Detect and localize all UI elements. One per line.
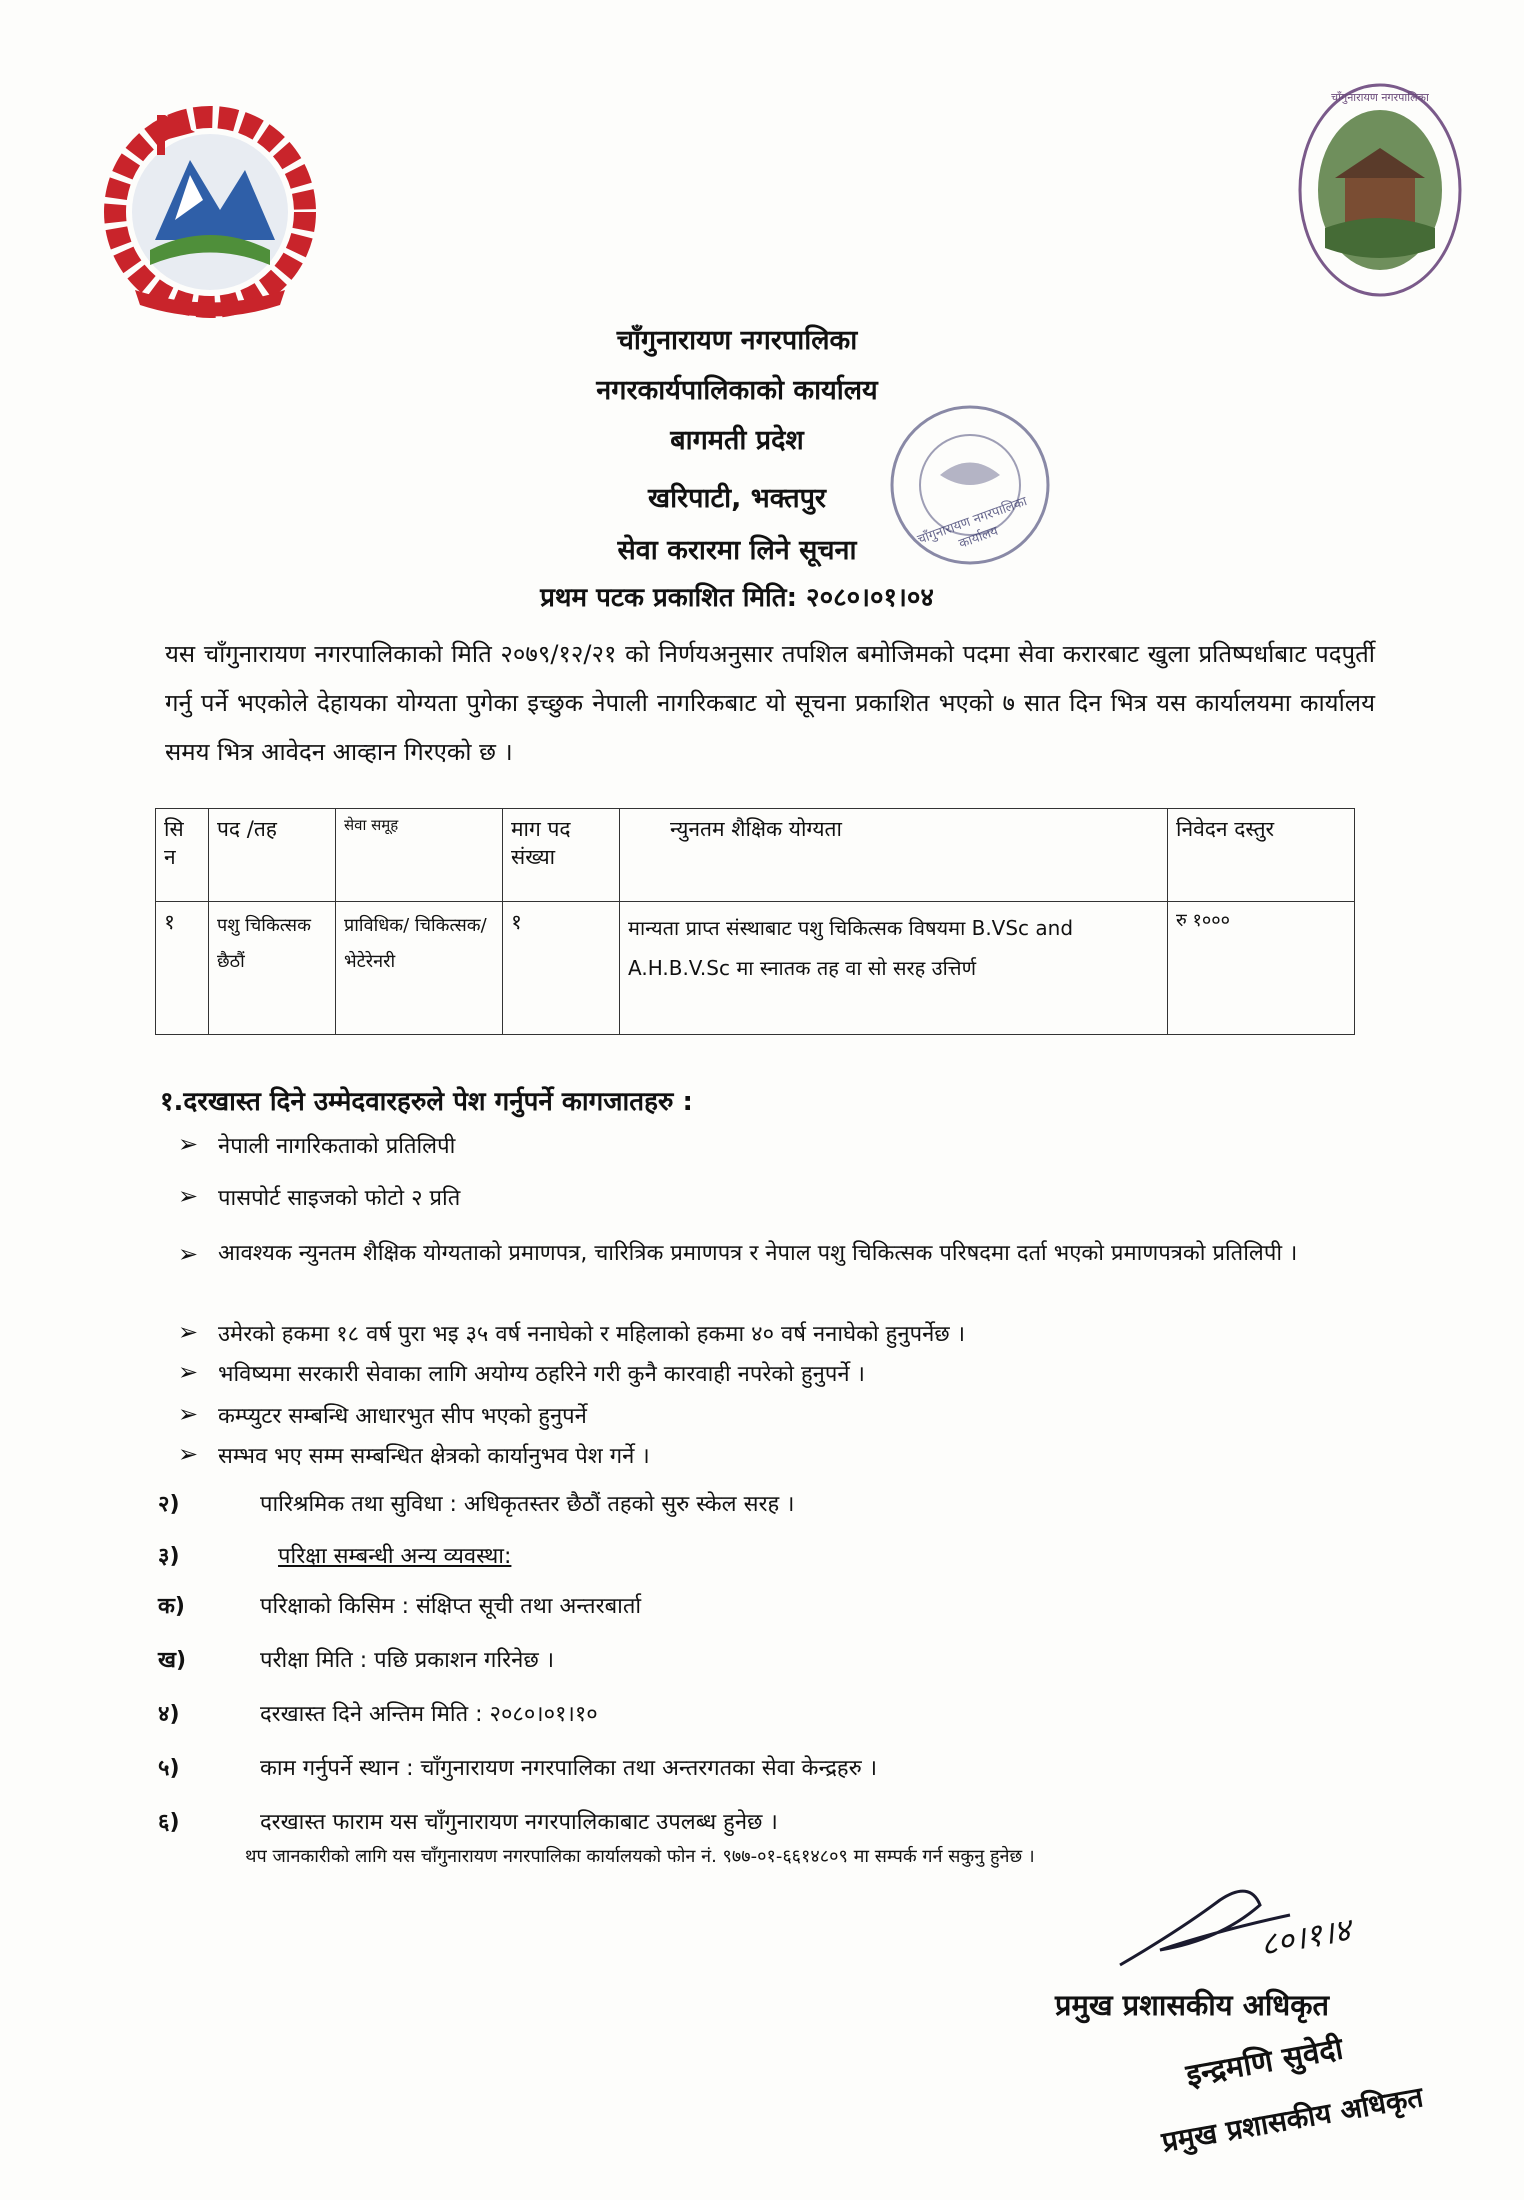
nepal-emblem-logo <box>95 100 325 325</box>
cell-service: प्राविधिक/ चिकित्सक/ भेटेरेनरी <box>336 902 503 1035</box>
list-item: ➢ नेपाली नागरिकताको प्रतिलिपी <box>178 1130 456 1159</box>
footer-note: थप जानकारीको लागि यस चाँगुनारायण नगरपालिका कार्यालयको फोन नं. ९७७-०१-६६१४८०९ मा सम्पर्क गर्न सकुनु हुनेछ । <box>245 1846 1035 1867</box>
intro-paragraph: यस चाँगुनारायण नगरपालिकाको मिति २०७९/१२/२१ को निर्णयअनुसार तपशिल बमोजिमको पदमा सेवा करारबाट खुला प्रतिष्पर्धाबाट पदपुर्ती गर्नु पर्ने भएकोले देहायका योग्यता पुगेका इच्छुक नेपाली नागरिकबाट यो सूचना प्रकाशित भएको ७ सात दिन भित्र यस कार्यालयमा कार्यालय समय भित्र आवेदन आव्हान गिरएको छ । <box>165 640 1375 766</box>
col-service: सेवा समूह <box>336 809 503 902</box>
office-stamp-text: चाँगुनारायण नगरपालिका कार्यालय <box>915 494 1030 552</box>
cell-serial: १ <box>156 902 209 1035</box>
signature-date: ८०।१।४ <box>1257 1910 1354 1964</box>
list-item: ➢ कम्प्युटर सम्बन्धि आधारभुत सीप भएको हुनुपर्ने <box>178 1400 587 1429</box>
seal-caption: चाँगुनारायण नगरपालिका <box>1331 91 1429 104</box>
stamp-title: प्रमुख प्रशासकीय अधिकृत <box>1159 2080 1426 2159</box>
arrow-icon: ➢ <box>178 1130 199 1158</box>
col-demand: माग पद संख्या <box>503 809 620 902</box>
section1-title: १.दरखास्त दिने उम्मेदवारहरुले पेश गर्नुपर्ने कागजातहरु : <box>160 1087 693 1117</box>
arrow-icon: ➢ <box>178 1240 199 1268</box>
col-qualification: न्युनतम शैक्षिक योग्यता <box>620 809 1168 902</box>
table-row <box>156 902 1355 1035</box>
list-item: ➢ भविष्यमा सरकारी सेवाका लागि अयोग्य ठहरिने गरी कुनै कारवाही नपरेको हुनुपर्ने । <box>178 1358 865 1387</box>
municipality-seal-logo <box>1295 78 1465 303</box>
cell-post: पशु चिकित्सक छैठौं <box>209 902 336 1035</box>
list-item: ➢ सम्भव भए सम्म सम्बन्धित क्षेत्रको कार्यानुभव पेश गर्ने । <box>178 1440 650 1469</box>
publish-date: प्रथम पटक प्रकाशित मिति: २०८०।०१।०४ <box>540 583 934 613</box>
list-item: ➢ आवश्यक न्युनतम शैक्षिक योग्यताको प्रमाणपत्र, चारित्रिक प्रमाणपत्र र नेपाल पशु चिकित्सक परिषदमा दर्ता भएको प्रमाणपत्रको प्रतिलिपी । <box>218 1232 1358 1276</box>
signatory-title: प्रमुख प्रशासकीय अधिकृत <box>1055 1988 1330 2022</box>
list-item: ➢ उमेरको हकमा १८ वर्ष पुरा भइ ३५ वर्ष ननाघेको र महिलाको हकमा ४० वर्ष ननाघेको हुनुपर्नेछ । <box>178 1318 966 1347</box>
stamp-name: इन्द्रमणि सुवेदी <box>1183 2031 1346 2094</box>
header-province: बागमती प्रदेश <box>670 425 804 456</box>
header-municipality-name: चाँगुनारायण नगरपालिका <box>616 325 858 356</box>
arrow-icon: ➢ <box>178 1358 199 1386</box>
header-office-name: नगरकार्यपालिकाको कार्यालय <box>596 375 878 406</box>
col-fee: निवेदन दस्तुर <box>1168 809 1355 902</box>
col-post: पद /तह <box>209 809 336 902</box>
arrow-icon: ➢ <box>178 1400 199 1428</box>
header-address: खरिपाटी, भक्तपुर <box>648 483 826 514</box>
arrow-icon: ➢ <box>178 1440 199 1468</box>
cell-demand: १ <box>503 902 620 1035</box>
list-item: ➢ पासपोर्ट साइजको फोटो २ प्रति <box>178 1182 461 1211</box>
arrow-icon: ➢ <box>178 1318 199 1346</box>
notice-title: सेवा करारमा लिने सूचना <box>617 535 857 566</box>
post-table <box>155 808 1355 1035</box>
table-header-row <box>156 809 1355 902</box>
col-serial: सि न <box>156 809 209 902</box>
cell-fee: रु १००० <box>1168 902 1355 1035</box>
cell-qualification: मान्यता प्राप्त संस्थाबाट पशु चिकित्सक विषयमा B.VSc and A.H.B.V.Sc मा स्नातक तह वा सो सरह उत्तिर्ण <box>620 902 1168 1035</box>
arrow-icon: ➢ <box>178 1182 199 1210</box>
